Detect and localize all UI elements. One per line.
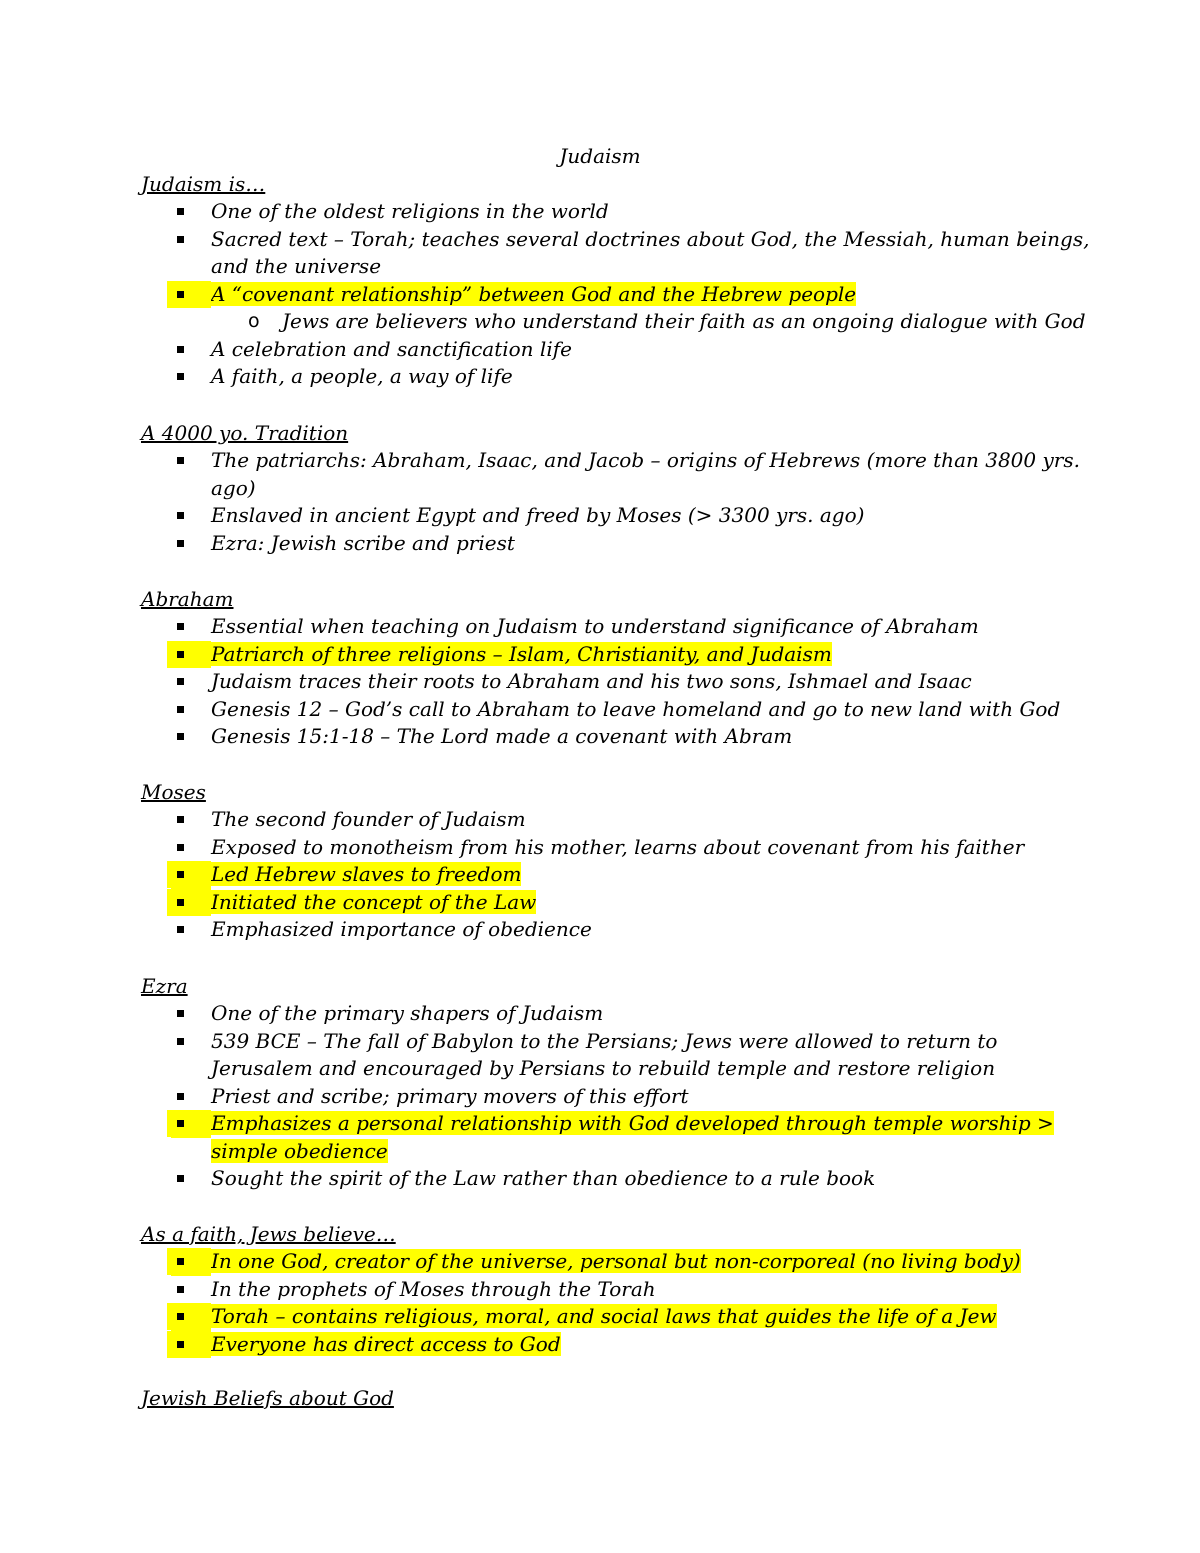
bullet-list xyxy=(141,1248,1101,1358)
section-heading: Moses xyxy=(141,780,206,804)
square-bullet-icon xyxy=(177,1258,184,1265)
bullet-list xyxy=(141,198,1101,391)
list-item xyxy=(141,916,1101,944)
square-bullet-icon xyxy=(177,623,184,630)
list-item xyxy=(141,889,1101,917)
list-item-text: A “covenant relationship” between God and the Hebrew people xyxy=(211,281,857,306)
list-item-text: Sacred text – Torah; teaches several doctrines about God, the Messiah, human beings, and the universe xyxy=(211,226,1090,278)
square-bullet-icon xyxy=(177,871,184,878)
square-bullet-icon xyxy=(177,1341,184,1348)
list-item xyxy=(141,308,1101,336)
square-bullet-icon xyxy=(177,1093,184,1100)
section-heading: Ezra xyxy=(141,974,188,998)
section-6 xyxy=(141,1385,1101,1412)
list-item-text: One of the primary shapers of Judaism xyxy=(211,1001,604,1025)
list-item-text: Patriarch of three religions – Islam, Christianity, and Judaism xyxy=(211,641,832,666)
list-item-text: In the prophets of Moses through the Torah xyxy=(211,1276,656,1301)
list-item-text: Essential when teaching on Judaism to understand significance of Abraham xyxy=(211,614,979,638)
list-item-text: One of the oldest religions in the world xyxy=(211,199,609,223)
list-item-text: Enslaved in ancient Egypt and freed by Moses (> 3300 yrs. ago) xyxy=(211,503,865,527)
square-bullet-icon xyxy=(177,816,184,823)
square-bullet-icon xyxy=(177,706,184,713)
list-item xyxy=(141,281,1101,309)
list-item-text: The second founder of Judaism xyxy=(211,807,526,831)
square-bullet-icon xyxy=(177,678,184,685)
section-heading: A 4000 yo. Tradition xyxy=(141,421,349,445)
list-item-text: Exposed to monotheism from his mother, learns about covenant from his faither xyxy=(211,834,1025,859)
list-item xyxy=(141,502,1101,530)
square-bullet-icon xyxy=(177,457,184,464)
list-item xyxy=(141,641,1101,669)
list-item xyxy=(141,1248,1101,1276)
list-item xyxy=(141,1165,1101,1193)
list-item-text: A faith, a people, a way of life xyxy=(211,364,513,388)
section-heading: Judaism is… xyxy=(141,172,266,196)
square-bullet-icon xyxy=(177,926,184,933)
list-item-text: In one God, creator of the universe, personal but non-corporeal (no living body) xyxy=(211,1249,1021,1273)
section-2 xyxy=(141,586,1101,751)
bullet-list xyxy=(141,806,1101,944)
list-item xyxy=(141,613,1101,641)
bullet-list xyxy=(141,613,1101,751)
list-item-text: Judaism traces their roots to Abraham and his two sons, Ishmael and Isaac xyxy=(211,669,972,693)
list-item-text: Priest and scribe; primary movers of this effort xyxy=(211,1083,689,1108)
section-1 xyxy=(141,420,1101,557)
list-item xyxy=(141,834,1101,862)
circle-bullet-icon: o xyxy=(248,310,260,332)
section-heading: Abraham xyxy=(141,587,234,611)
list-item xyxy=(141,363,1101,391)
list-item xyxy=(141,226,1101,281)
list-item xyxy=(141,198,1101,226)
list-item-text: Genesis 15:1-18 – The Lord made a covenant with Abram xyxy=(211,724,793,748)
list-item-text: Emphasizes a personal relationship with God developed through temple worship > simple obedience xyxy=(211,1111,1054,1163)
list-item-text: Emphasized importance of obedience xyxy=(211,917,592,941)
square-bullet-icon xyxy=(177,1010,184,1017)
square-bullet-icon xyxy=(177,291,184,298)
square-bullet-icon xyxy=(177,844,184,851)
section-heading: As a faith, Jews believe… xyxy=(141,1222,396,1246)
list-item-text: Led Hebrew slaves to freedom xyxy=(211,862,522,886)
square-bullet-icon xyxy=(177,733,184,740)
list-item xyxy=(141,723,1101,751)
list-item xyxy=(141,1083,1101,1111)
list-item-text: Sought the spirit of the Law rather than obedience to a rule book xyxy=(211,1166,876,1190)
list-item-text: 539 BCE – The fall of Babylon to the Persians; Jews were allowed to return to Jerusalem and encouraged by Persians to rebuild temple and restore religion xyxy=(211,1028,998,1080)
square-bullet-icon xyxy=(177,373,184,380)
list-item-text: Everyone has direct access to God xyxy=(211,1331,561,1356)
list-item xyxy=(141,696,1101,724)
bullet-list xyxy=(141,447,1101,557)
list-item-text: Jews are believers who understand their faith as an ongoing dialogue with God xyxy=(282,309,1086,333)
list-item xyxy=(141,1331,1101,1359)
list-item-text: Ezra: Jewish scribe and priest xyxy=(211,530,515,555)
document-title: Judaism xyxy=(559,144,641,168)
square-bullet-icon xyxy=(177,899,184,906)
square-bullet-icon xyxy=(177,651,184,658)
square-bullet-icon xyxy=(177,208,184,215)
list-item xyxy=(141,447,1101,502)
list-item-text: Initiated the concept of the Law xyxy=(211,889,537,914)
square-bullet-icon xyxy=(177,1313,184,1320)
list-item xyxy=(141,1276,1101,1304)
list-item-text: A celebration and sanctification life xyxy=(211,336,572,361)
square-bullet-icon xyxy=(177,540,184,547)
list-item xyxy=(141,1028,1101,1083)
list-item xyxy=(141,336,1101,364)
list-item xyxy=(141,1303,1101,1331)
square-bullet-icon xyxy=(177,1038,184,1045)
section-heading: Jewish Beliefs about God xyxy=(141,1386,394,1410)
list-item-text: The patriarchs: Abraham, Isaac, and Jacob – origins of Hebrews (more than 3800 yrs. ago) xyxy=(211,448,1080,500)
square-bullet-icon xyxy=(177,1175,184,1182)
square-bullet-icon xyxy=(177,236,184,243)
list-item xyxy=(141,668,1101,696)
section-3 xyxy=(141,779,1101,944)
list-item xyxy=(141,1110,1101,1165)
bullet-list xyxy=(141,1000,1101,1193)
square-bullet-icon xyxy=(177,346,184,353)
list-item xyxy=(141,806,1101,834)
square-bullet-icon xyxy=(177,512,184,519)
list-item-text: Torah – contains religious, moral, and social laws that guides the life of a Jew xyxy=(211,1304,997,1328)
list-item xyxy=(141,1000,1101,1028)
section-5 xyxy=(141,1221,1101,1358)
list-item xyxy=(141,861,1101,889)
section-4 xyxy=(141,973,1101,1193)
section-0 xyxy=(141,171,1101,391)
square-bullet-icon xyxy=(177,1120,184,1127)
list-item xyxy=(141,530,1101,558)
square-bullet-icon xyxy=(177,1286,184,1293)
list-item-text: Genesis 12 – God’s call to Abraham to leave homeland and go to new land with God xyxy=(211,696,1061,721)
